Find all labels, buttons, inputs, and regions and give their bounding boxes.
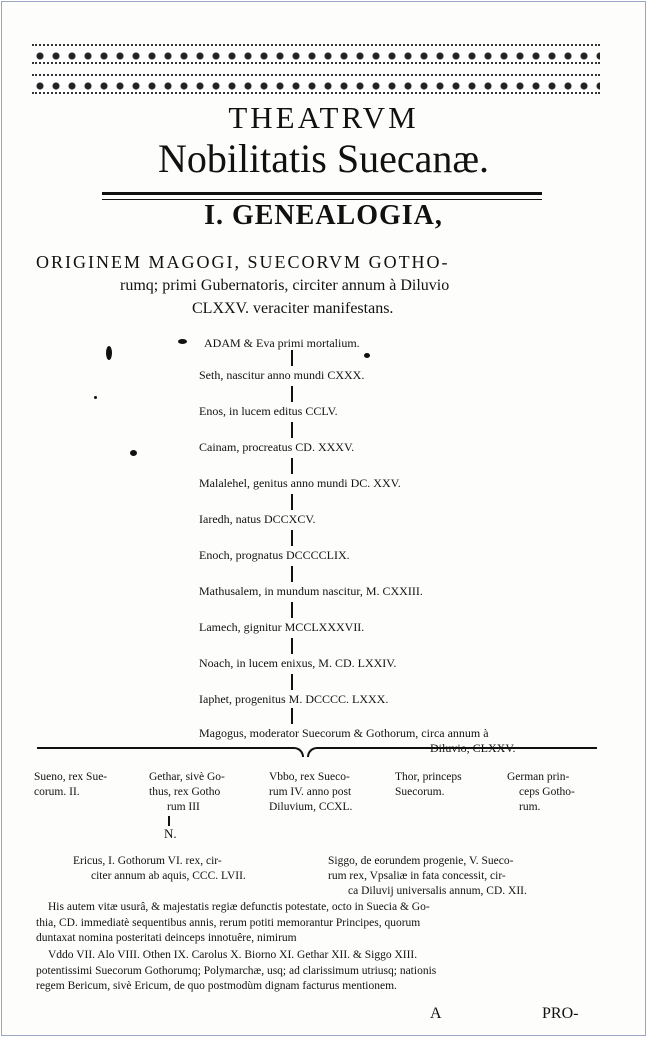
lineage-connector [291, 708, 293, 724]
paragraph-1: His autem vitæ usurâ, & majestatis regiæ defunctis potestate, octo in Suecia & Go- thia, CD. immediatè sequentibus annis, rerum potiti memorantur Principes, quorum duntaxat nomina posteritati deinceps innotuêre, nimirum [36, 901, 430, 944]
genealogy-entry: Noach, in lucem enixus, M. CD. LXXIV. [199, 656, 397, 670]
lineage-connector [291, 530, 293, 546]
ink-speck [364, 353, 370, 358]
letter-n: N. [164, 826, 177, 841]
genealogy-entry: Iaredh, natus DCCXCV. [199, 512, 316, 526]
ink-speck [130, 450, 137, 456]
subtitle-line-1: ORIGINEM MAGOGI, SUECORVM GOTHO- [36, 252, 450, 272]
genealogy-entry: Enos, in lucem editus CCLV. [199, 404, 338, 418]
genealogy-entry: Malalehel, genitus anno mundi DC. XXV. [199, 476, 401, 490]
book-page [1, 1, 646, 1036]
genealogy-entry: Lamech, gignitur MCCLXXXVII. [199, 620, 365, 634]
title-line-2: Nobilitatis Suecanæ. [157, 136, 490, 181]
son-entry: German prin- ceps Gotho- rum. [507, 771, 575, 813]
genealogy-entry-magogus: Magogus, moderator Suecorum & Gothorum, circa annum à [199, 726, 489, 740]
lineage-connector [291, 422, 293, 438]
subtitle-line-2: rumq; primi Gubernatoris, circiter annum à Diluvio [120, 277, 450, 294]
ink-speck [106, 346, 112, 360]
lineage-connector [291, 602, 293, 618]
lineage-connector [291, 386, 293, 402]
son-entry: Sueno, rex Sue- corum. II. [34, 771, 108, 798]
genealogy-entry: Enoch, prognatus DCCCCLIX. [199, 548, 350, 562]
section-heading: I. GENEALOGIA, [204, 200, 443, 231]
catchword: PRO- [542, 1005, 579, 1022]
lineage-connector [291, 458, 293, 474]
lineage-connector [291, 494, 293, 510]
ink-speck [178, 339, 187, 344]
lineage-connector [168, 816, 170, 826]
son-entry: Gethar, sivè Go- thus, rex Gotho rum III [149, 771, 225, 813]
ornament-row-bottom [32, 74, 600, 94]
subtitle-line-3: CLXXV. veraciter manifestans. [192, 300, 394, 317]
decorative-header-ornament [32, 44, 600, 94]
descendants-brace [37, 747, 595, 763]
ornament-row-top [32, 44, 600, 64]
genealogy-entry: Cainam, procreatus CD. XXXV. [199, 440, 355, 454]
ink-speck [94, 396, 97, 399]
genealogy-entry: ADAM & Eva primi mortalium. [204, 336, 360, 350]
genealogy-entry: Iaphet, progenitus M. DCCCC. LXXX. [199, 692, 389, 706]
lineage-connector [291, 350, 293, 366]
siggo-entry: Siggo, de eorundem progenie, V. Sueco- rum rex, Vpsaliæ in fata concessit, cir- ca Diluvij universalis annum, CD. XII. [328, 855, 527, 897]
double-rule [102, 192, 542, 200]
genealogy-entry-magogus-date: Diluvio, CLXXV. [430, 741, 516, 755]
title-line-1: THEATRVM [228, 100, 419, 135]
lineage-connector [291, 674, 293, 690]
genealogy-entry: Mathusalem, in mundum nascitur, M. CXXIII. [199, 584, 423, 598]
lineage-connector [291, 638, 293, 654]
lineage-connector [291, 566, 293, 582]
son-entry: Thor, princeps Suecorum. [395, 771, 462, 798]
signature-mark: A [430, 1005, 442, 1022]
ericus-entry: Ericus, I. Gothorum VI. rex, cir- citer annum ab aquis, CCC. LVII. [73, 855, 246, 882]
genealogy-entry: Seth, nascitur anno mundi CXXX. [199, 368, 365, 382]
paragraph-2: Vddo VII. Alo VIII. Othen IX. Carolus X. Biorno XI. Gethar XII. & Siggo XIII. potentissimi Suecorum Gothorumq; Polymarchæ, usq; ad clarissimum utriusq; nationis regem Bericum, sivè Ericum, de quo postmodùm dignam facturus mentionem. [36, 949, 437, 992]
son-entry: Vbbo, rex Sueco- rum IV. anno post Diluvium, CCXL. [269, 771, 353, 813]
